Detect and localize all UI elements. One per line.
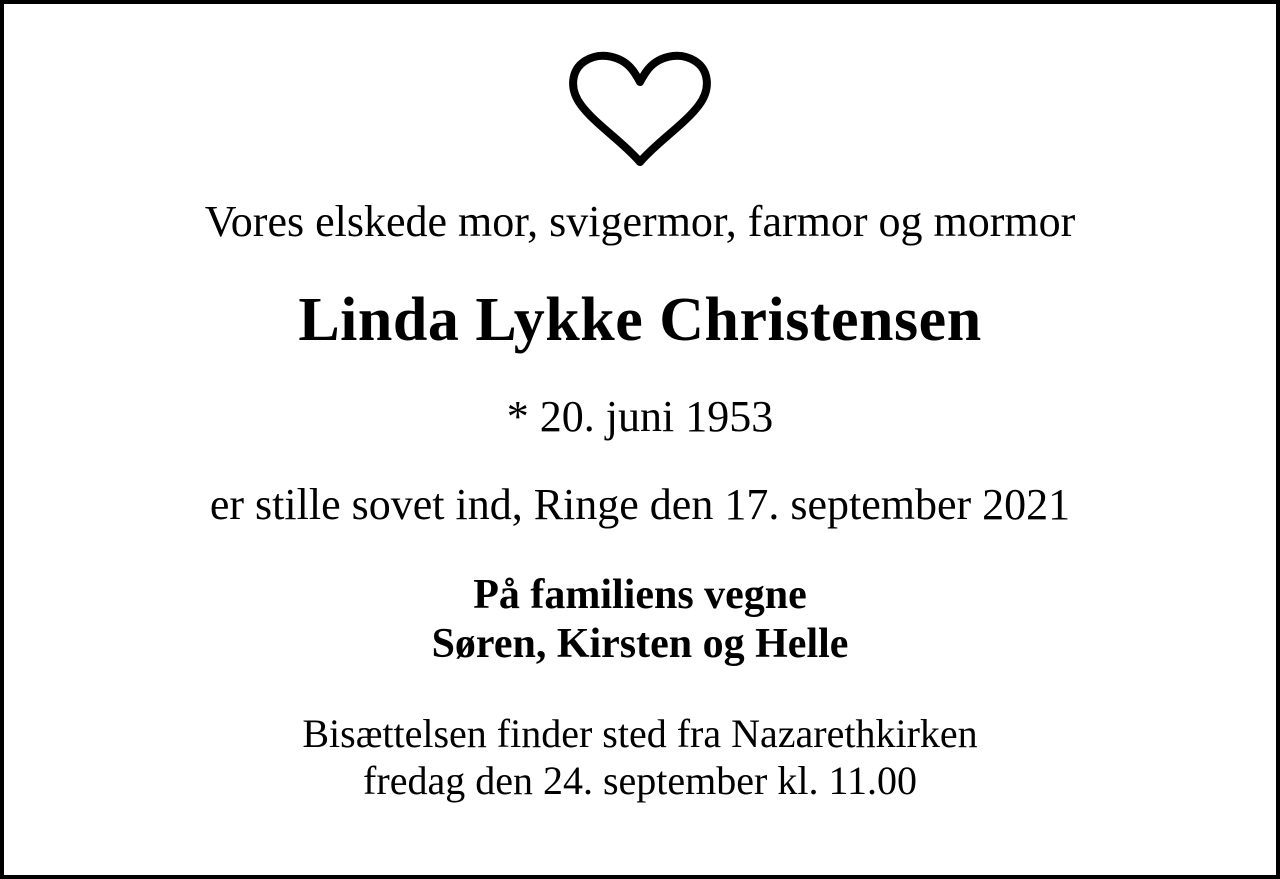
birth-date: * 20. juni 1953: [506, 392, 774, 442]
family-signature-line-2: Søren, Kirsten og Helle: [431, 621, 849, 668]
deceased-name: Linda Lykke Christensen: [298, 285, 982, 354]
service-time-line: fredag den 24. september kl. 11.00: [363, 758, 917, 804]
family-signature-line-1: På familiens vegne: [473, 571, 807, 618]
intro-line: Vores elskede mor, svigermor, farmor og mormor: [204, 197, 1076, 246]
family-signature: [432, 571, 849, 670]
heart-icon: [4, 50, 1276, 168]
service-location-line: Bisættelsen finder sted fra Nazarethkirken: [302, 710, 978, 756]
death-statement: er stille sovet ind, Ringe den 17. september 2021: [209, 479, 1071, 529]
funeral-service-details: [302, 710, 977, 804]
